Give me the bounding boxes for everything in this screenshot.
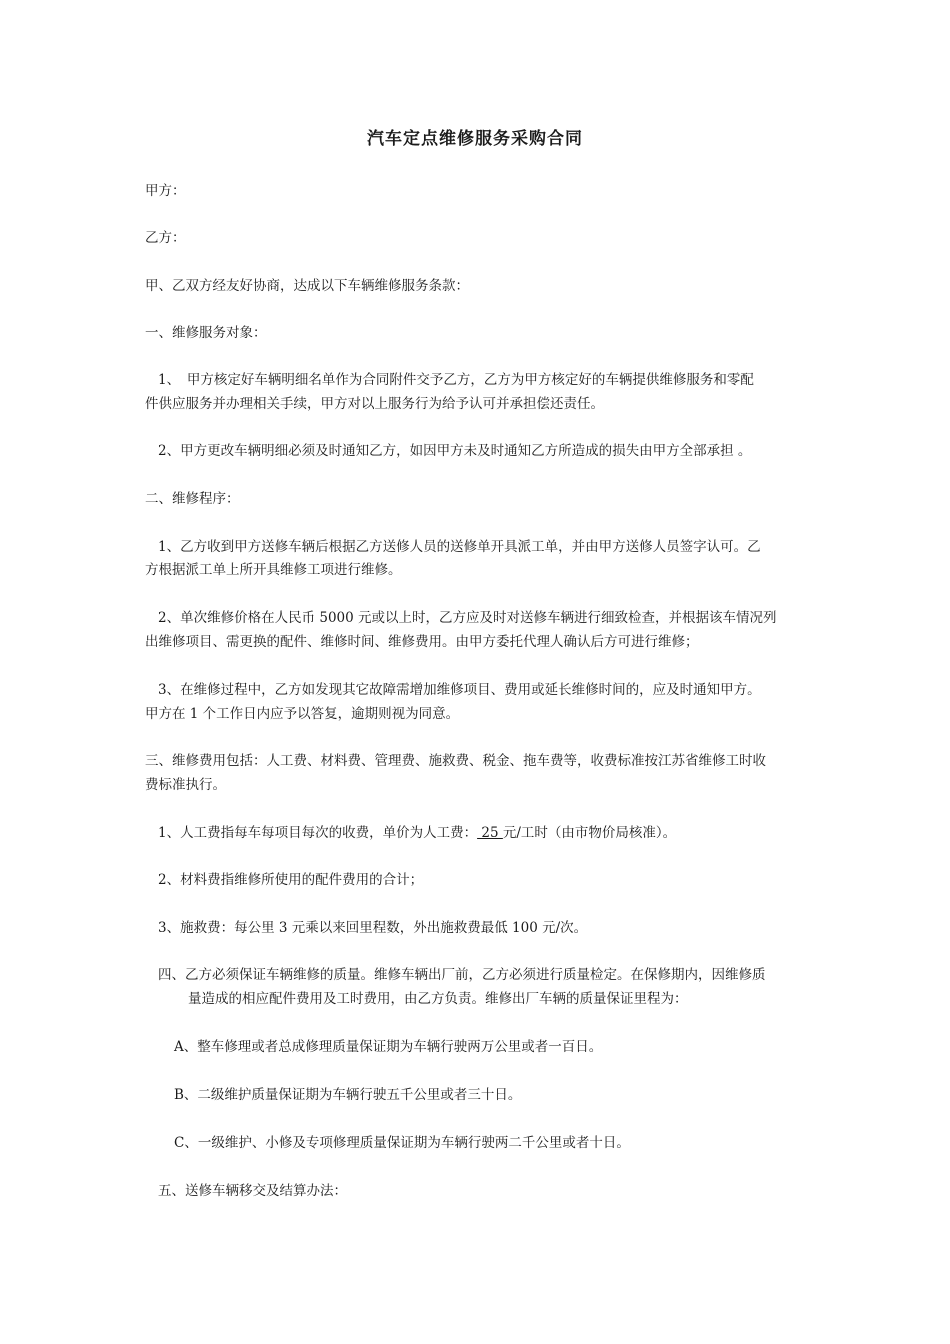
- party-a-label: 甲方：: [145, 183, 186, 199]
- section-2-item-2-line-2: 出维修项目、需更换的配件、维修时间、维修费用。由甲方委托代理人确认后方可进行维修；: [145, 634, 699, 650]
- section-4-heading-line-1: 四、乙方必须保证车辆维修的质量。维修车辆出厂前，乙方必须进行质量检定。在保修期内，因维修质: [158, 967, 766, 983]
- section-4-heading-line-2: 量造成的相应配件费用及工时费用，由乙方负责。维修出厂车辆的质量保证里程为：: [188, 991, 688, 1007]
- section-3-item-3: 3、施救费：每公里 3 元乘以来回里程数，外出施救费最低 100 元/次。: [158, 920, 588, 936]
- section-4-item-c: C、一级维护、小修及专项修理质量保证期为车辆行驶两二千公里或者十日。: [174, 1135, 630, 1151]
- section-5-heading: 五、送修车辆移交及结算办法：: [158, 1183, 347, 1199]
- section-3-heading-line-2: 费标准执行。: [145, 777, 226, 793]
- section-2-item-3-line-1: 3、在维修过程中，乙方如发现其它故障需增加维修项目、费用或延长维修时间的，应及时通知甲方。: [158, 682, 761, 698]
- section-2-item-1-line-1: 1、乙方收到甲方送修车辆后根据乙方送修人员的送修单开具派工单，并由甲方送修人员签字认可。乙: [158, 539, 761, 555]
- section-2-item-3-line-2: 甲方在 1 个工作日内应予以答复，逾期则视为同意。: [145, 706, 460, 722]
- section-1-item-1-line-2: 件供应服务并办理相关手续，甲方对以上服务行为给予认可并承担偿还责任。: [145, 396, 604, 412]
- section-2-item-2-line-1: 2、单次维修价格在人民币 5000 元或以上时，乙方应及时对送修车辆进行细致检查，并根据该车情况列: [158, 610, 777, 626]
- section-4-item-a: A、整车修理或者总成修理质量保证期为车辆行驶两万公里或者一百日。: [174, 1039, 603, 1055]
- section-1-item-1-line-1: 1、 甲方核定好车辆明细名单作为合同附件交予乙方，乙方为甲方核定好的车辆提供维修服务和零配: [158, 372, 754, 388]
- party-b-label: 乙方：: [145, 230, 186, 246]
- section-2-heading: 二、维修程序：: [145, 491, 240, 507]
- section-3-heading-line-1: 三、维修费用包括：人工费、材料费、管理费、施救费、税金、拖车费等，收费标准按江苏省维修工时收: [145, 753, 766, 769]
- section-2-item-1-line-2: 方根据派工单上所开具维修工项进行维修。: [145, 562, 402, 578]
- section-3-item-2: 2、材料费指维修所使用的配件费用的合计；: [158, 872, 424, 888]
- intro-paragraph: 甲、乙双方经友好协商，达成以下车辆维修服务条款：: [145, 278, 469, 294]
- labor-fee-value: 25: [477, 825, 503, 841]
- section-1-item-2: 2、甲方更改车辆明细必须及时通知乙方，如因甲方未及时通知乙方所造成的损失由甲方全部承担 。: [158, 443, 752, 459]
- labor-fee-text: 1、人工费指每车每项目每次的收费，单价为人工费：: [158, 825, 478, 841]
- page-title: 汽车定点维修服务采购合同: [367, 129, 583, 149]
- labor-fee-unit: 元/工时（由市物价局核准）。: [502, 825, 677, 841]
- section-4-item-b: B、二级维护质量保证期为车辆行驶五千公里或者三十日。: [174, 1087, 522, 1103]
- section-3-item-1: [158, 822, 676, 845]
- section-1-heading: 一、维修服务对象：: [145, 325, 267, 341]
